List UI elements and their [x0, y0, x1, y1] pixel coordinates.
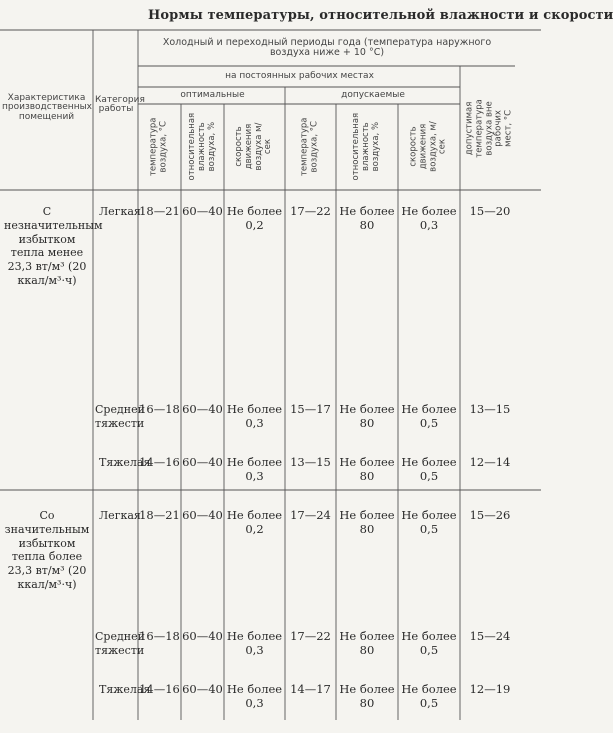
- cell: 16—18: [139, 629, 180, 643]
- category-cell: Тяжелая: [99, 683, 151, 696]
- cell: Не более 0,2: [226, 508, 283, 536]
- cell: 14—16: [139, 455, 180, 469]
- cell: Не более 80: [339, 629, 395, 657]
- category-cell: Средней тяжести: [95, 630, 145, 657]
- cell: 14—17: [290, 682, 331, 696]
- cell: Не более 0,3: [401, 204, 457, 232]
- cell: 17—24: [290, 508, 331, 522]
- category-cell: Легкая: [99, 205, 141, 218]
- cell: 15—20: [469, 204, 511, 218]
- cell: Не более 0,2: [226, 204, 283, 232]
- cell: 13—15: [290, 455, 331, 469]
- category-cell: Средней тяжести: [95, 403, 145, 430]
- cell: Не более 0,3: [226, 455, 283, 483]
- cell: 60—40: [182, 402, 223, 416]
- cell: Не более 0,5: [401, 629, 457, 657]
- cell: 17—22: [290, 204, 331, 218]
- cell: Не более 80: [339, 682, 395, 710]
- header-period: Холодный и переходный периоды года (температура наружного воздуха ниже + 10 °С): [162, 37, 492, 58]
- cell: Не более 80: [339, 508, 395, 536]
- group-characteristic: С незначительным избытком тепла менее 23,3 вт/м³ (20 ккал/м³·ч): [4, 205, 103, 287]
- cell: 60—40: [182, 204, 223, 218]
- cell: 15—26: [469, 508, 511, 522]
- cell: 16—18: [139, 402, 180, 416]
- cell: Не более 80: [339, 402, 395, 430]
- cell: Не более 80: [339, 204, 395, 232]
- page-title: Нормы температуры, относительной влажности и скорости: [148, 8, 613, 23]
- header-perm-hum: относительная влажность воздуха, %: [351, 113, 381, 181]
- header-permanent: на постоянных рабочих местах: [225, 71, 374, 81]
- cell: Не более 0,3: [226, 402, 283, 430]
- cell: Не более 80: [339, 455, 395, 483]
- cell: 15—17: [290, 402, 331, 416]
- group-characteristic: Со значительным избытком тепла более 23,3 вт/м³ (20 ккал/м³·ч): [4, 509, 90, 591]
- header-opt-temp: температура воздуха, °С: [148, 117, 169, 177]
- cell: 60—40: [182, 455, 223, 469]
- header-perm-temp: температура воздуха, °С: [299, 117, 320, 177]
- header-permissible: допускаемые: [341, 90, 405, 100]
- cell: Не более 0,5: [401, 455, 457, 483]
- category-cell: Легкая: [99, 509, 141, 522]
- cell: Не более 0,5: [401, 682, 457, 710]
- cell: 13—15: [469, 402, 511, 416]
- header-optimal: оптимальные: [180, 90, 245, 100]
- cell: 12—14: [469, 455, 511, 469]
- cell: 14—16: [139, 682, 180, 696]
- cell: Не более 0,5: [401, 402, 457, 430]
- cell: Не более 0,5: [401, 508, 457, 536]
- header-characteristic: Характеристика производственных помещений: [2, 93, 93, 122]
- header-perm-speed: скорость движения воздуха, м/сек: [408, 121, 448, 173]
- header-opt-hum: относительная влажность воздуха, %: [186, 113, 217, 181]
- cell: 17—22: [290, 629, 331, 643]
- category-cell: Тяжелая: [99, 456, 151, 469]
- cell: 18—21: [139, 508, 180, 522]
- header-opt-speed: скорость движения воздуха м/сек: [233, 123, 274, 171]
- cell: Не более 0,3: [226, 629, 283, 657]
- cell: 18—21: [139, 204, 180, 218]
- cell: 15—24: [469, 629, 511, 643]
- cell: 60—40: [182, 629, 223, 643]
- cell: 60—40: [182, 508, 223, 522]
- cell: Не более 0,3: [226, 682, 283, 710]
- cell: 60—40: [182, 682, 223, 696]
- header-nonperm: допустимая температура воздуха вне рабочих мест, °С: [464, 98, 514, 158]
- header-category: Категория работы: [95, 95, 145, 115]
- cell: 12—19: [469, 682, 511, 696]
